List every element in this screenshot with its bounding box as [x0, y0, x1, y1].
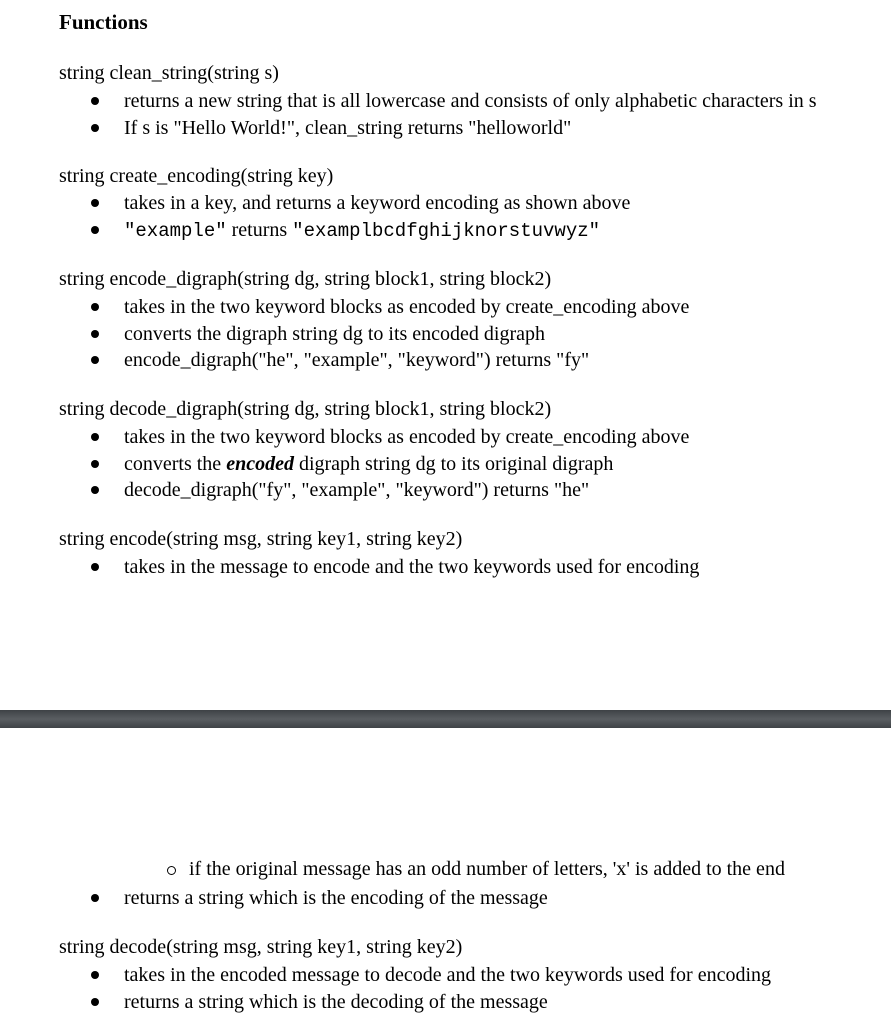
function-signature-create-encoding: string create_encoding(string key)	[59, 165, 334, 187]
bullet-icon	[91, 226, 99, 234]
bullet-icon	[91, 460, 99, 468]
bullet-list-decode	[59, 962, 889, 1015]
bullet-icon	[91, 894, 99, 902]
bullet-icon	[91, 303, 99, 311]
bullet-icon	[91, 356, 99, 364]
bullet-icon	[91, 433, 99, 441]
example-middle: returns	[226, 218, 293, 241]
bullet-icon	[91, 330, 99, 338]
page-break-divider	[0, 710, 891, 728]
list-item: takes in a key, and returns a keyword encoding as shown above	[59, 190, 889, 217]
function-signature-encode-digraph: string encode_digraph(string dg, string block1, string block2)	[59, 268, 552, 290]
list-item: If s is "Hello World!", clean_string returns "helloworld"	[59, 115, 889, 142]
function-signature-clean-string: string clean_string(string s)	[59, 62, 279, 84]
hollow-bullet-icon	[167, 866, 176, 875]
bullet-icon	[91, 971, 99, 979]
list-item: decode_digraph("fy", "example", "keyword") returns "he"	[59, 477, 889, 504]
list-item: returns a string which is the encoding of the message	[59, 885, 889, 912]
list-item: converts the encoded digraph string dg to its original digraph	[59, 451, 889, 478]
bullet-list-clean-string	[59, 88, 889, 141]
bullet-icon	[91, 124, 99, 132]
list-item: encode_digraph("he", "example", "keyword") returns "fy"	[59, 347, 889, 374]
section-heading: Functions	[59, 10, 148, 34]
bullet-list-encode-continued	[59, 885, 889, 912]
bullet-list-decode-digraph	[59, 424, 889, 504]
bullet-icon	[91, 199, 99, 207]
bullet-list-encode-digraph	[59, 294, 889, 374]
function-signature-decode-digraph: string decode_digraph(string dg, string block1, string block2)	[59, 398, 552, 420]
bullet-icon	[91, 97, 99, 105]
list-item: returns a new string that is all lowercase and consists of only alphabetic characters in s	[59, 88, 889, 115]
list-item: returns a string which is the decoding of the message	[59, 989, 889, 1016]
example-output: "examplbcdfghijknorstuvwyz"	[292, 219, 601, 242]
list-item: takes in the encoded message to decode and the two keywords used for encoding	[59, 962, 889, 989]
example-input: "example"	[124, 219, 227, 242]
list-item: converts the digraph string dg to its encoded digraph	[59, 321, 889, 348]
list-item: takes in the two keyword blocks as encoded by create_encoding above	[59, 424, 889, 451]
list-item	[59, 217, 889, 244]
bullet-icon	[91, 563, 99, 571]
bullet-icon	[91, 486, 99, 494]
document-page-bottom	[0, 728, 891, 1024]
sub-list-item: if the original message has an odd number of letters, 'x' is added to the end	[167, 858, 785, 881]
list-item: takes in the message to encode and the two keywords used for encoding	[59, 554, 889, 581]
bullet-icon	[91, 998, 99, 1006]
function-signature-decode: string decode(string msg, string key1, string key2)	[59, 936, 463, 958]
function-signature-encode: string encode(string msg, string key1, string key2)	[59, 528, 463, 550]
bullet-list-encode	[59, 554, 889, 581]
emphasized-word: encoded	[226, 452, 294, 475]
list-item: takes in the two keyword blocks as encoded by create_encoding above	[59, 294, 889, 321]
bullet-list-create-encoding	[59, 190, 889, 243]
